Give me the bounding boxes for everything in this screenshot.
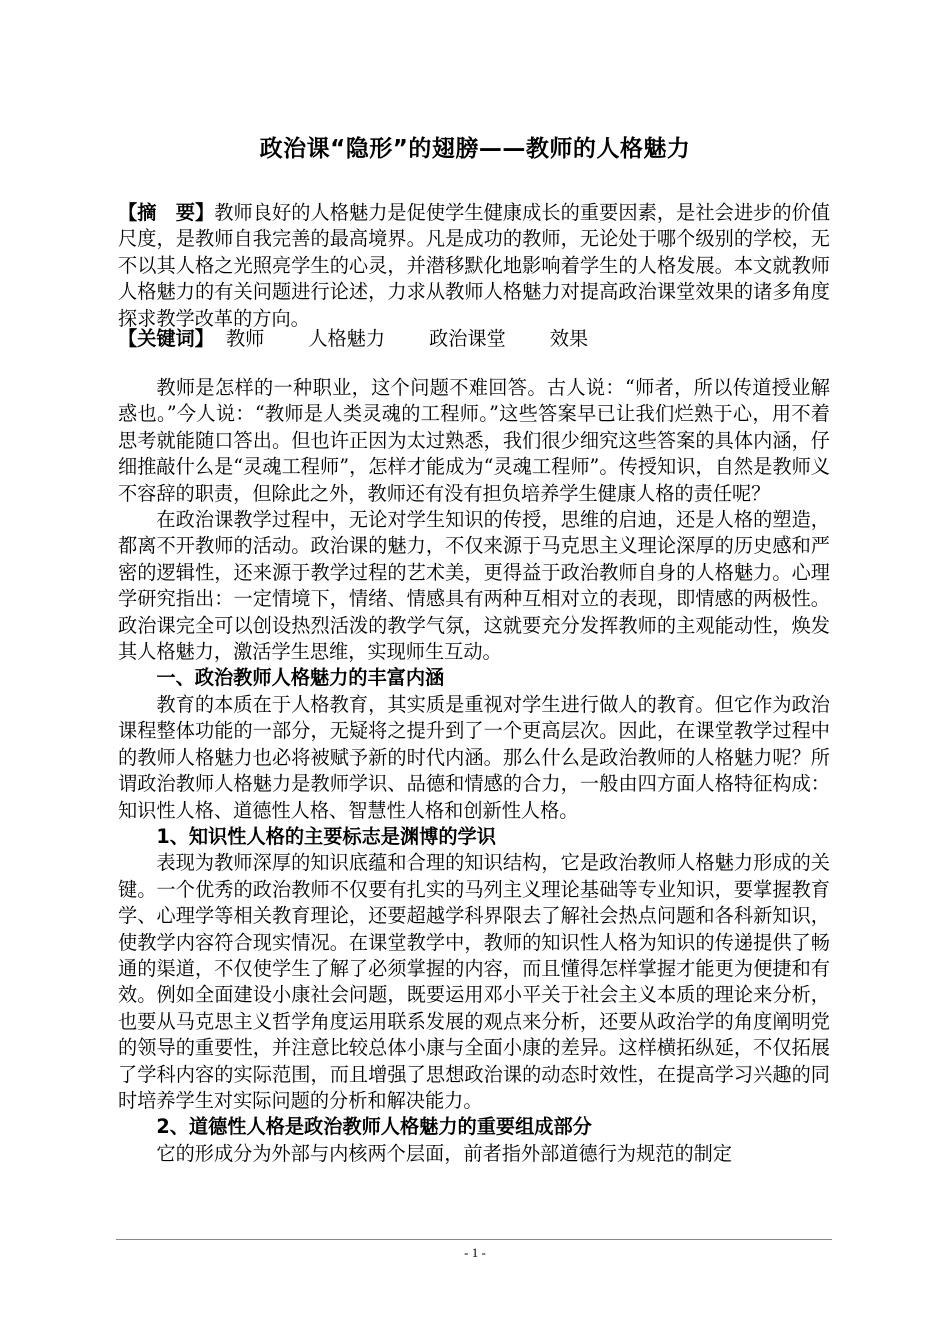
page-number: - 1 - bbox=[464, 1245, 486, 1260]
footer-divider bbox=[116, 1239, 832, 1240]
keywords-label: 【关键词】 bbox=[118, 327, 214, 350]
abstract bbox=[118, 200, 830, 332]
keyword: 人格魅力 bbox=[308, 327, 386, 350]
document-title: 政治课“隐形”的翅膀——教师的人格魅力 bbox=[259, 136, 691, 162]
keyword: 教师 bbox=[225, 327, 265, 350]
keyword: 效果 bbox=[549, 327, 589, 350]
intro-paragraph: 教师是怎样的一种职业，这个问题不难回答。古人说：“师者，所以传道授业解惑也。”今人说：“教师是人类灵魂的工程师。”这些答案早已让我们烂熟于心，用不着思考就能随口答出。但也许正因为太过熟悉，我们很少细究这些答案的具体内涵，仔细推敲什么是“灵魂工程师”，怎样才能成为“灵魂工程师”。传授知识，自然是教师义不容辞的职责，但除此之外，教师还有没有担负培养学生健康人格的责任呢？ bbox=[118, 376, 830, 505]
main-body bbox=[118, 375, 830, 1167]
subsection-heading: 1、知识性人格的主要标志是渊博的学识 bbox=[156, 824, 496, 848]
intro-paragraph: 在政治课教学过程中，无论对学生知识的传授，思维的启迪，还是人格的塑造，都离不开教师的活动。政治课的魅力，不仅来源于马克思主义理论深厚的历史感和严密的逻辑性，还来源于教学过程的艺术美，更得益于政治教师自身的人格魅力。心理学研究指出：一定情境下，情绪、情感具有两种互相对立的表现，即情感的两极性。政治课完全可以创设热烈活泼的教学气氛，这就要充分发挥教师的主观能动性，焕发其人格魅力，激活学生思维，实现师生互动。 bbox=[118, 508, 830, 664]
subsection-heading: 2、道德性人格是政治教师人格魅力的重要组成部分 bbox=[156, 1115, 592, 1139]
section-paragraph: 教育的本质在于人格教育，其实质是重视对学生进行做人的教育。但它作为政治课程整体功能的一部分，无疑将之提升到了一个更高层次。因此，在课堂教学过程中的教师人格魅力也必将被赋予新的时代内涵。那么什么是政治教师的人格魅力呢？所谓政治教师人格魅力是教师学识、品德和情感的合力，一般由四方面人格特征构成：知识性人格、道德性人格、智慧性人格和创新性人格。 bbox=[118, 692, 830, 822]
keyword: 政治课堂 bbox=[429, 327, 506, 350]
subsection-paragraph: 表现为教师深厚的知识底蕴和合理的知识结构，它是政治教师人格魅力形成的关键。一个优秀的政治教师不仅要有扎实的马列主义理论基础等专业知识，要掌握教育学、心理学等相关教育理论，还要超越学科界限去了解社会热点问题和各科新知识，使教学内容符合现实情况。在课堂教学中，教师的知识性人格为知识的传递提供了畅通的渠道，不仅使学生了解了必须掌握的内容，而且懂得怎样掌握才能更为便捷和有效。例如全面建设小康社会问题，既要运用邓小平关于社会主义本质的理论来分析，也要从马克思主义哲学角度运用联系发展的观点来分析，还要从政治学的角度阐明党的领导的重要性，并注意比较总体小康与全面小康的差异。这样横拓纵延，不仅拓展了学科内容的实际范围，而且增强了思想政治课的动态时效性，在提高学习兴趣的同时培养学生对实际问题的分析和解决能力。 bbox=[118, 851, 830, 1112]
abstract-text: 教师良好的人格魅力是促使学生健康成长的重要因素，是社会进步的价值尺度，是教师自我完善的最高境界。凡是成功的教师，无论处于哪个级别的学校，无不以其人格之光照亮学生的心灵，并潜移默化地影响着学生的人格发展。本文就教师人格魅力的有关问题进行论述，力求从教师人格魅力对提高政治课堂效果的诸多角度探求教学改革的方向。 bbox=[118, 201, 831, 330]
keywords bbox=[118, 326, 830, 352]
section-heading: 一、政治教师人格魅力的丰富内涵 bbox=[156, 666, 445, 690]
abstract-label: 【摘 要】 bbox=[118, 201, 215, 224]
subsection-paragraph: 它的形成分为外部与内核两个层面，前者指外部道德行为规范的制定 bbox=[156, 1141, 733, 1165]
